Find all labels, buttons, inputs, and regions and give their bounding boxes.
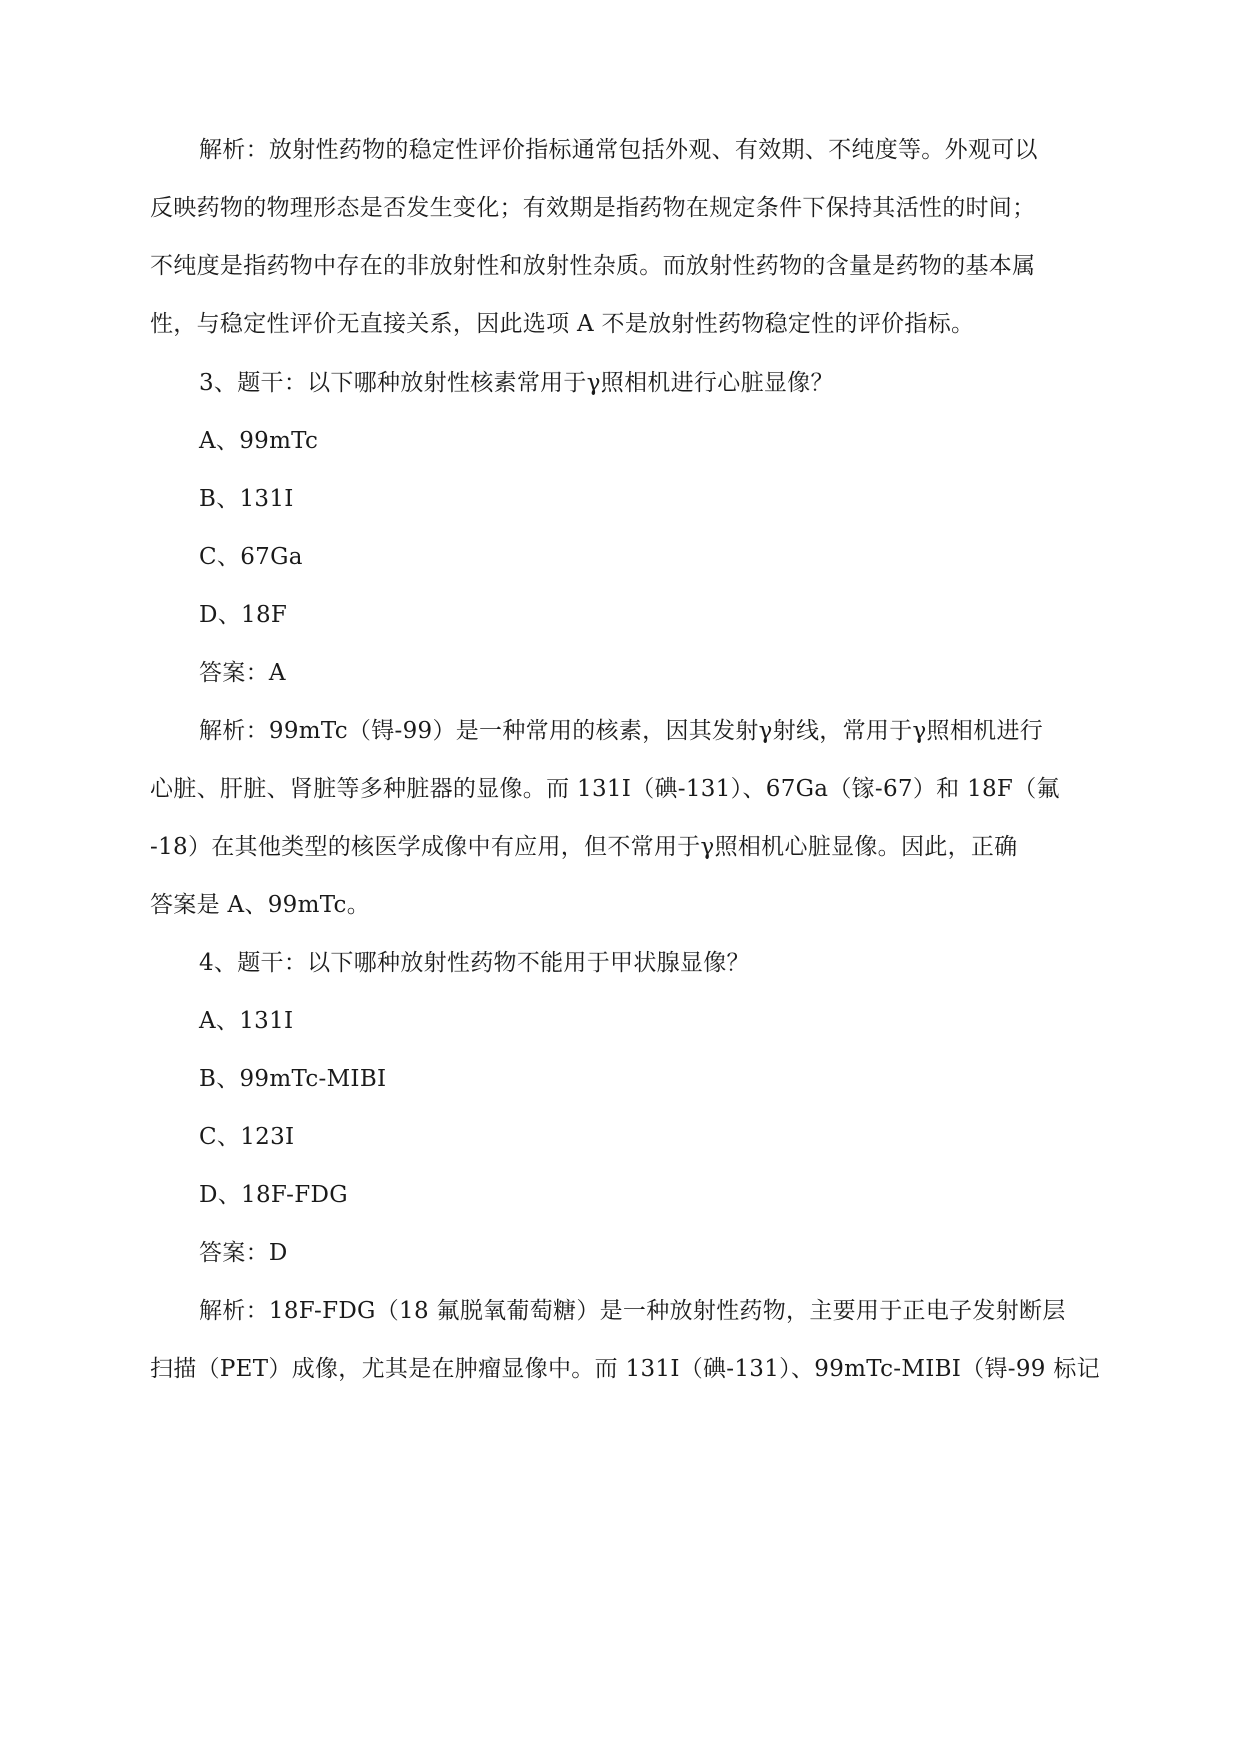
question-3-option-d: D、18F	[199, 602, 288, 628]
question-3-option-c: C、67Ga	[199, 544, 303, 570]
question-3-option-b: B、131I	[199, 486, 294, 512]
question-3-explanation-line-1: 解析：99mTc（锝-99）是一种常用的核素，因其发射γ射线，常用于γ照相机进行	[199, 718, 1044, 744]
question-4-option-c: C、123I	[199, 1124, 295, 1150]
explanation-2-line-2: 反映药物的物理形态是否发生变化；有效期是指药物在规定条件下保持其活性的时间；	[150, 195, 1036, 221]
question-4-explanation-line-2: 扫描（PET）成像，尤其是在肿瘤显像中。而 131I（碘-131）、99mTc-MIBI（锝-99 标记	[150, 1356, 1100, 1382]
question-4-option-b: B、99mTc-MIBI	[199, 1066, 387, 1092]
question-3-explanation-line-2: 心脏、肝脏、肾脏等多种脏器的显像。而 131I（碘-131）、67Ga（镓-67）和 18F（氟	[150, 776, 1060, 802]
question-4-stem: 4、题干：以下哪种放射性药物不能用于甲状腺显像？	[199, 950, 750, 976]
explanation-2-line-4: 性，与稳定性评价无直接关系，因此选项 A 不是放射性药物稳定性的评价指标。	[150, 311, 975, 337]
question-3-stem: 3、题干：以下哪种放射性核素常用于γ照相机进行心脏显像？	[199, 370, 834, 396]
explanation-2-line-1: 解析：放射性药物的稳定性评价指标通常包括外观、有效期、不纯度等。外观可以	[199, 137, 1038, 163]
explanation-2-line-3: 不纯度是指药物中存在的非放射性和放射性杂质。而放射性药物的含量是药物的基本属	[150, 253, 1036, 279]
question-4-option-a: A、131I	[199, 1008, 294, 1034]
question-4-option-d: D、18F-FDG	[199, 1182, 348, 1208]
question-4-explanation-line-1: 解析：18F-FDG（18 氟脱氧葡萄糖）是一种放射性药物，主要用于正电子发射断层	[199, 1298, 1066, 1324]
question-3-answer: 答案：A	[199, 660, 286, 686]
question-4-answer: 答案：D	[199, 1240, 288, 1266]
question-3-option-a: A、99mTc	[199, 428, 319, 454]
question-3-explanation-line-3: -18）在其他类型的核医学成像中有应用，但不常用于γ照相机心脏显像。因此，正确	[150, 834, 1018, 860]
question-3-explanation-line-4: 答案是 A、99mTc。	[150, 892, 371, 918]
